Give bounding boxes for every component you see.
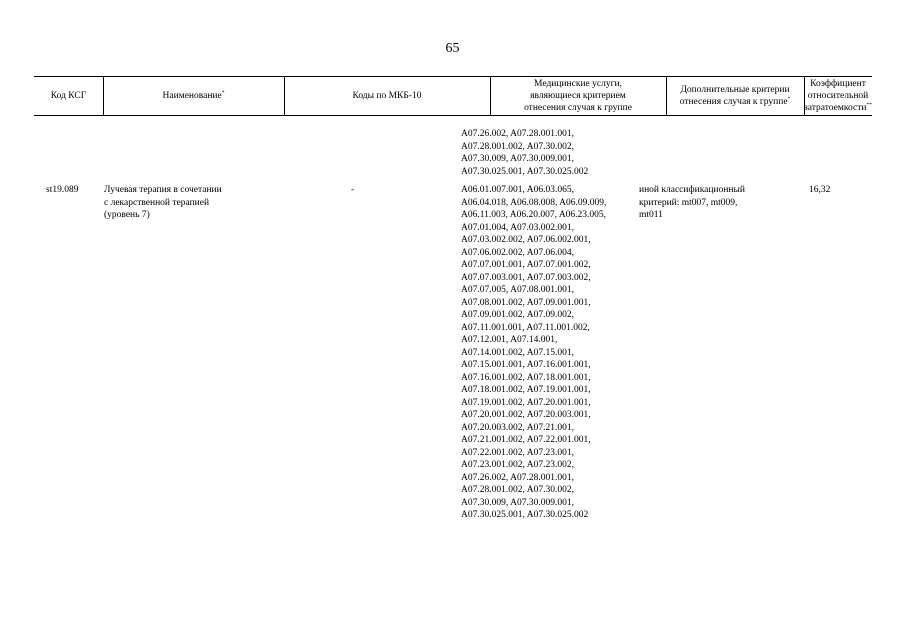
row-coef: 16,32 <box>809 185 831 195</box>
header-services-line: являющиеся критерием <box>530 91 626 101</box>
service-code-line: A07.30.025.001, A07.30.025.002 <box>461 166 589 177</box>
service-code-line: A07.23.001.002, A07.23.002, <box>461 460 574 470</box>
service-code-line: A07.11.001.001, A07.11.001.002, <box>461 322 590 333</box>
service-code-line: A07.06.002.002, A07.06.004, <box>461 247 574 258</box>
header-name-label: Наименование <box>162 91 222 101</box>
service-code-line: A07.08.001.002, A07.09.001.001, <box>461 297 591 308</box>
service-code-line: A07.03.002.002, A07.06.002.001, <box>461 235 591 245</box>
row-name-line: с лекарственной терапией <box>104 197 210 208</box>
service-code-line: A07.07.001.001, A07.07.001.002, <box>461 260 591 270</box>
table-header <box>34 76 872 116</box>
header-coef-line: затратоемкости <box>804 103 867 113</box>
service-code-line: A07.30.009, A07.30.009.001, <box>461 497 574 508</box>
service-code-line: A07.26.002, A07.28.001.001, <box>461 472 574 483</box>
header-icd <box>284 77 490 115</box>
header-criteria <box>666 77 804 115</box>
header-name-footnote-mark: * <box>221 89 225 96</box>
service-code-line: A07.07.005, A07.08.001.001, <box>461 285 574 295</box>
header-icd-label: Коды по МКБ-10 <box>352 91 422 101</box>
service-code-line: A06.04.018, A06.08.008, A06.09.009, <box>461 197 607 208</box>
row-criteria <box>639 184 745 222</box>
service-code-line: A07.16.001.002, A07.18.001.001, <box>461 372 591 383</box>
row-code: st19.089 <box>46 185 79 195</box>
service-code-line: A06.01.007.001, A06.03.065, <box>461 185 574 195</box>
service-code-line: A07.30.025.001, A07.30.025.002 <box>461 510 589 520</box>
header-services-line: отнесения случая к группе <box>524 103 632 113</box>
service-code-line: A07.07.003.001, A07.07.003.002, <box>461 272 591 283</box>
page-number: 65 <box>445 41 460 56</box>
service-code-line: A07.28.001.002, A07.30.002, <box>461 141 574 152</box>
header-name <box>103 77 284 115</box>
service-code-line: A07.19.001.002, A07.20.001.001, <box>461 397 591 408</box>
service-code-line: A07.18.001.002, A07.19.001.001, <box>461 385 591 395</box>
header-criteria-line: отнесения случая к группе <box>679 97 788 107</box>
header-coef-line: относительной <box>807 91 869 101</box>
header-criteria-footnote-mark: * <box>787 95 791 102</box>
header-code <box>34 77 103 115</box>
service-code-line: A07.21.001.002, A07.22.001.001, <box>461 435 591 445</box>
row-criteria-line: mt011 <box>639 210 663 220</box>
row-services <box>461 184 606 522</box>
row-name <box>104 184 222 222</box>
header-coef-line: Коэффициент <box>810 79 866 89</box>
row-criteria-line: иной классификационный <box>639 185 745 195</box>
continuation-services <box>461 128 588 178</box>
header-coef-footnote-mark: ** <box>866 101 872 108</box>
service-code-line: A07.28.001.002, A07.30.002, <box>461 485 574 495</box>
service-code-line: A07.22.001.002, A07.23.001, <box>461 447 574 458</box>
service-code-line: A07.14.001.002, A07.15.001, <box>461 347 574 358</box>
header-coef <box>804 77 872 115</box>
service-code-line: A07.09.001.002, A07.09.002, <box>461 310 574 320</box>
header-services-line: Медицинские услуги, <box>534 79 622 89</box>
service-code-line: A07.12.001, A07.14.001, <box>461 335 558 345</box>
row-criteria-line: критерий: mt007, mt009, <box>639 197 738 208</box>
service-code-line: A07.26.002, A07.28.001.001, <box>461 129 574 139</box>
service-code-line: A07.15.001.001, A07.16.001.001, <box>461 360 591 370</box>
service-code-line: A07.30.009, A07.30.009.001, <box>461 154 574 164</box>
row-icd: - <box>351 185 355 195</box>
row-name-line: Лучевая терапия в сочетании <box>104 185 222 195</box>
header-services <box>490 77 666 115</box>
row-name-line: (уровень 7) <box>104 210 150 220</box>
header-code-label: Код КСГ <box>50 91 87 101</box>
service-code-line: A06.11.003, A06.20.007, A06.23.005, <box>461 210 607 220</box>
service-code-line: A07.20.001.002, A07.20.003.001, <box>461 410 591 420</box>
header-criteria-line: Дополнительные критерии <box>680 85 790 95</box>
service-code-line: A07.01.004, A07.03.002.001, <box>461 222 574 233</box>
service-code-line: A07.20.003.002, A07.21.001, <box>461 422 574 433</box>
